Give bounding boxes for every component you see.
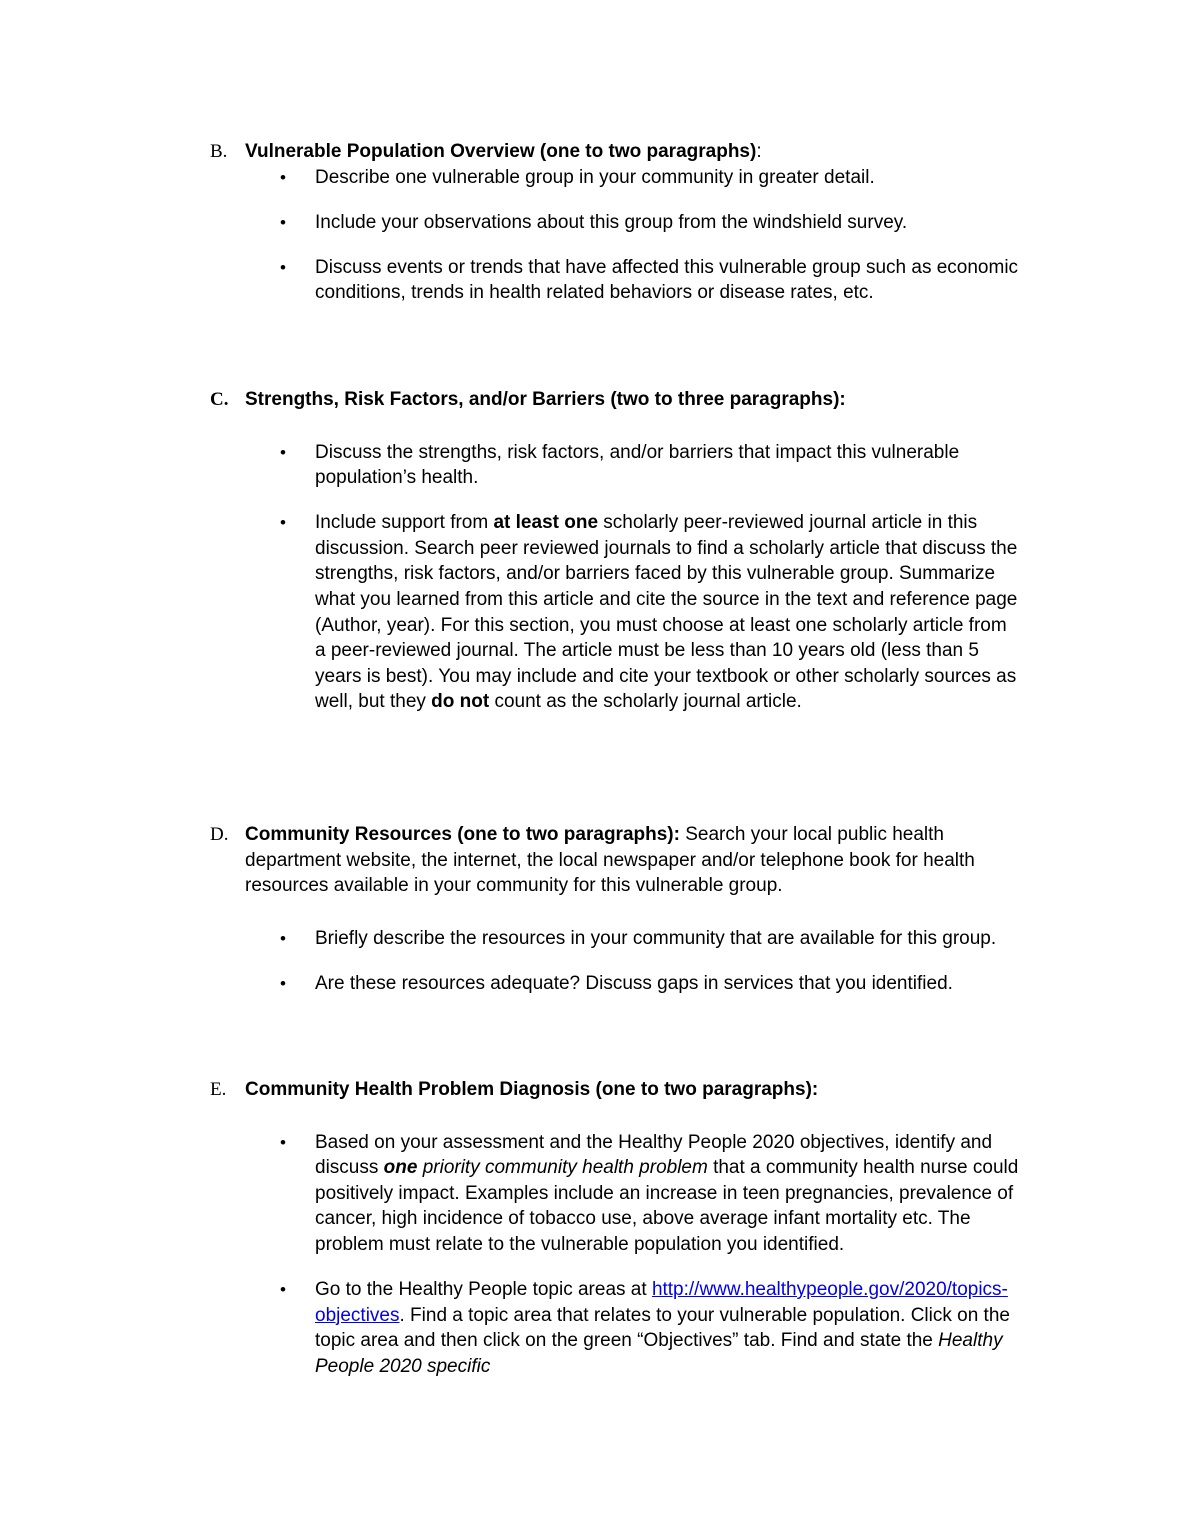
list-item xyxy=(210,255,1020,306)
section-letter: D. xyxy=(210,824,229,845)
bullet-text: Describe one vulnerable group in your community in greater detail. xyxy=(315,166,875,188)
section-intro: Search your local public health department website, the internet, the local newspaper and/or telephone book for health resources available in your community for this vulnerable group. xyxy=(245,824,975,897)
section-title: Community Health Problem Diagnosis (one to two paragraphs): xyxy=(245,1079,819,1100)
bullet-text: Are these resources adequate? Discuss gaps in services that you identified. xyxy=(315,972,953,994)
bullet-icon: • xyxy=(280,212,286,232)
bullet-text: Include your observations about this group from the windshield survey. xyxy=(315,211,908,233)
list-item xyxy=(210,510,1020,715)
bullet-list xyxy=(210,440,1020,715)
bullet-icon: • xyxy=(280,1132,286,1152)
section-letter: C. xyxy=(210,389,229,410)
section-letter: B. xyxy=(210,141,228,162)
bullet-icon: • xyxy=(280,257,286,277)
list-item xyxy=(210,210,1020,236)
bullet-text: Based on your assessment and the Healthy People 2020 objectives, identify and discuss one priority community health problem that a community health nurse could positively impact. Examples include an increase in teen pregnancies, prevalence of cancer, high incidence of tobacco use, above average infant mortality etc. The problem must relate to the vulnerable population you identified. xyxy=(315,1131,1019,1255)
bullet-text: Discuss events or trends that have affected this vulnerable group such as economic conditions, trends in health related behaviors or disease rates, etc. xyxy=(315,256,1019,304)
healthypeople-link[interactable]: http://www.healthypeople.gov/2020/topics-objectives xyxy=(315,1279,1008,1326)
bullet-text: Briefly describe the resources in your community that are available for this group. xyxy=(315,927,997,949)
bullet-icon: • xyxy=(280,1280,286,1300)
bullet-list xyxy=(210,926,1020,997)
section-b xyxy=(210,139,1020,306)
bullet-text: Go to the Healthy People topic areas at http://www.healthypeople.gov/2020/topics-objectives. Find a topic area that relates to your vulnerable population. Click on the topic area and then click on the green “Objectives” tab. Find and state the Healthy People 2020 specific xyxy=(315,1279,1010,1377)
section-d-heading xyxy=(210,822,1020,899)
bullet-icon: • xyxy=(280,928,286,948)
section-b-heading xyxy=(210,139,1020,165)
list-item xyxy=(210,926,1020,952)
bullet-text: Discuss the strengths, risk factors, and/or barriers that impact this vulnerable population’s health. xyxy=(315,441,960,489)
section-title-suffix: : xyxy=(756,141,762,162)
list-item xyxy=(210,440,1020,491)
bullet-icon: • xyxy=(280,442,286,462)
bullet-text: Include support from at least one scholarly peer-reviewed journal article in this discussion. Search peer reviewed journals to find a scholarly article that discuss the strengths, risk factors, and/or barriers faced by this vulnerable group. Summarize what you learned from this article and cite the source in the text and reference page (Author, year). For this section, you must choose at least one scholarly article from a peer-reviewed journal. The article must be less than 10 years old (less than 5 years is best). You may include and cite your textbook or other scholarly sources as well, but they do not count as the scholarly journal article. xyxy=(315,512,1018,713)
section-c-heading xyxy=(210,387,1020,413)
list-item xyxy=(210,1130,1020,1258)
section-e xyxy=(210,1077,1020,1379)
section-title: Strengths, Risk Factors, and/or Barriers (two to three paragraphs): xyxy=(245,389,846,410)
bullet-icon: • xyxy=(280,167,286,187)
bullet-list xyxy=(210,1130,1020,1380)
section-title: Community Resources (one to two paragraphs): xyxy=(245,824,680,845)
section-title: Vulnerable Population Overview (one to two paragraphs) xyxy=(245,141,757,162)
section-c xyxy=(210,387,1020,715)
list-item xyxy=(210,165,1020,191)
bullet-list xyxy=(210,165,1020,306)
section-d xyxy=(210,822,1020,996)
bullet-icon: • xyxy=(280,513,286,533)
list-item xyxy=(210,971,1020,997)
list-item xyxy=(210,1277,1020,1379)
section-letter: E. xyxy=(210,1079,227,1100)
section-e-heading xyxy=(210,1077,1020,1103)
bullet-icon: • xyxy=(280,973,286,993)
